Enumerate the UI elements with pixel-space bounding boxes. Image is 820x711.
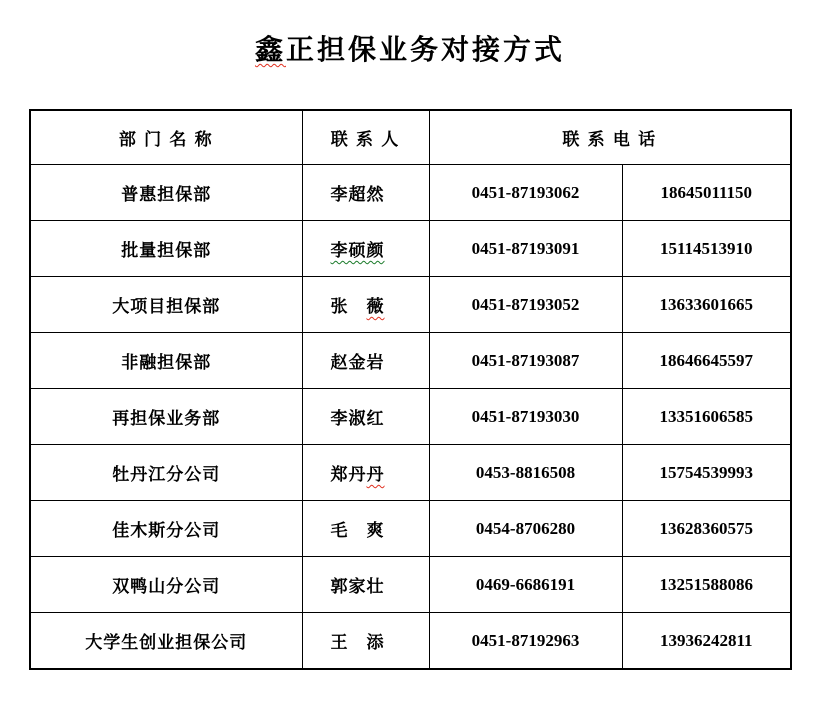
contact-cell — [302, 445, 429, 501]
table-row — [30, 501, 791, 557]
contact-name-marked: 薇 — [366, 297, 385, 316]
office-phone-cell: 0451-87193030 — [429, 389, 622, 445]
contact-cell — [302, 389, 429, 445]
contact-cell — [302, 165, 429, 221]
table-row — [30, 613, 791, 670]
contact-name: 王 添 — [330, 633, 385, 652]
mobile-phone-cell: 13633601665 — [622, 277, 791, 333]
department-cell: 批量担保部 — [30, 221, 302, 277]
office-phone-cell: 0451-87193087 — [429, 333, 622, 389]
document-title — [0, 0, 820, 68]
department-cell: 佳木斯分公司 — [30, 501, 302, 557]
office-phone-cell: 0451-87193062 — [429, 165, 622, 221]
mobile-phone-cell: 13628360575 — [622, 501, 791, 557]
contact-name-marked: 李硕颜 — [330, 241, 385, 260]
table-row — [30, 333, 791, 389]
contact-name: 李超然 — [330, 185, 385, 204]
header-department: 部 门 名 称 — [30, 110, 302, 165]
department-cell: 双鸭山分公司 — [30, 557, 302, 613]
office-phone-cell: 0469-6686191 — [429, 557, 622, 613]
department-cell: 普惠担保部 — [30, 165, 302, 221]
contact-name: 郭家壮 — [330, 577, 385, 596]
office-phone-cell: 0451-87193052 — [429, 277, 622, 333]
mobile-phone-cell: 13251588086 — [622, 557, 791, 613]
contact-cell — [302, 613, 429, 670]
contact-name: 张 — [330, 297, 367, 316]
table-row — [30, 389, 791, 445]
department-cell: 大项目担保部 — [30, 277, 302, 333]
mobile-phone-cell: 15114513910 — [622, 221, 791, 277]
table-header-row — [30, 110, 791, 165]
table-row — [30, 445, 791, 501]
office-phone-cell: 0451-87193091 — [429, 221, 622, 277]
department-cell: 大学生创业担保公司 — [30, 613, 302, 670]
table-row — [30, 557, 791, 613]
title-text: 正担保业务对接方式 — [286, 35, 566, 66]
department-cell: 非融担保部 — [30, 333, 302, 389]
contact-cell — [302, 333, 429, 389]
department-cell: 再担保业务部 — [30, 389, 302, 445]
mobile-phone-cell: 18646645597 — [622, 333, 791, 389]
contact-name: 赵金岩 — [330, 353, 385, 372]
contact-name: 郑丹 — [330, 465, 367, 484]
header-contact: 联 系 人 — [302, 110, 429, 165]
mobile-phone-cell: 13936242811 — [622, 613, 791, 670]
mobile-phone-cell: 13351606585 — [622, 389, 791, 445]
department-cell: 牡丹江分公司 — [30, 445, 302, 501]
contact-name-marked: 丹 — [366, 465, 385, 484]
contact-cell — [302, 501, 429, 557]
contact-name: 毛 爽 — [330, 521, 385, 540]
table-row — [30, 165, 791, 221]
header-phone: 联 系 电 话 — [429, 110, 791, 165]
office-phone-cell: 0453-8816508 — [429, 445, 622, 501]
title-spellcheck-marked-text: 鑫 — [254, 35, 286, 66]
table-row — [30, 221, 791, 277]
contact-cell — [302, 277, 429, 333]
table-row — [30, 277, 791, 333]
office-phone-cell: 0454-8706280 — [429, 501, 622, 557]
mobile-phone-cell: 15754539993 — [622, 445, 791, 501]
contact-name: 李淑红 — [330, 409, 385, 428]
contact-cell — [302, 557, 429, 613]
contact-cell — [302, 221, 429, 277]
mobile-phone-cell: 18645011150 — [622, 165, 791, 221]
office-phone-cell: 0451-87192963 — [429, 613, 622, 670]
contact-table — [29, 109, 792, 670]
